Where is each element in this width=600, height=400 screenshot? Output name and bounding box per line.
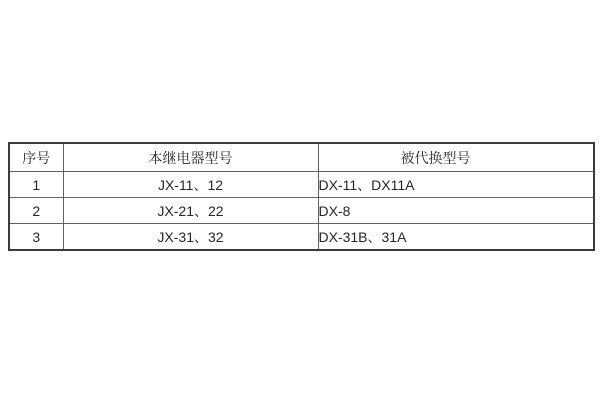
header-cell-replaced: 被代换型号 [318,143,594,172]
table-row [9,198,594,224]
cell-index: 2 [9,198,63,224]
header-cell-index: 序号 [9,143,63,172]
header-cell-model: 本继电器型号 [63,143,318,172]
table-row [9,172,594,198]
cell-replaced: DX-8 [318,198,594,224]
cell-replaced: DX-31B、31A [318,224,594,251]
cell-index: 3 [9,224,63,251]
cell-model: JX-21、22 [63,198,318,224]
table-row [9,224,594,251]
cell-model: JX-31、32 [63,224,318,251]
header-row [9,143,594,172]
cell-replaced: DX-11、DX11A [318,172,594,198]
cell-model: JX-11、12 [63,172,318,198]
cell-index: 1 [9,172,63,198]
relay-replacement-table [8,142,595,251]
